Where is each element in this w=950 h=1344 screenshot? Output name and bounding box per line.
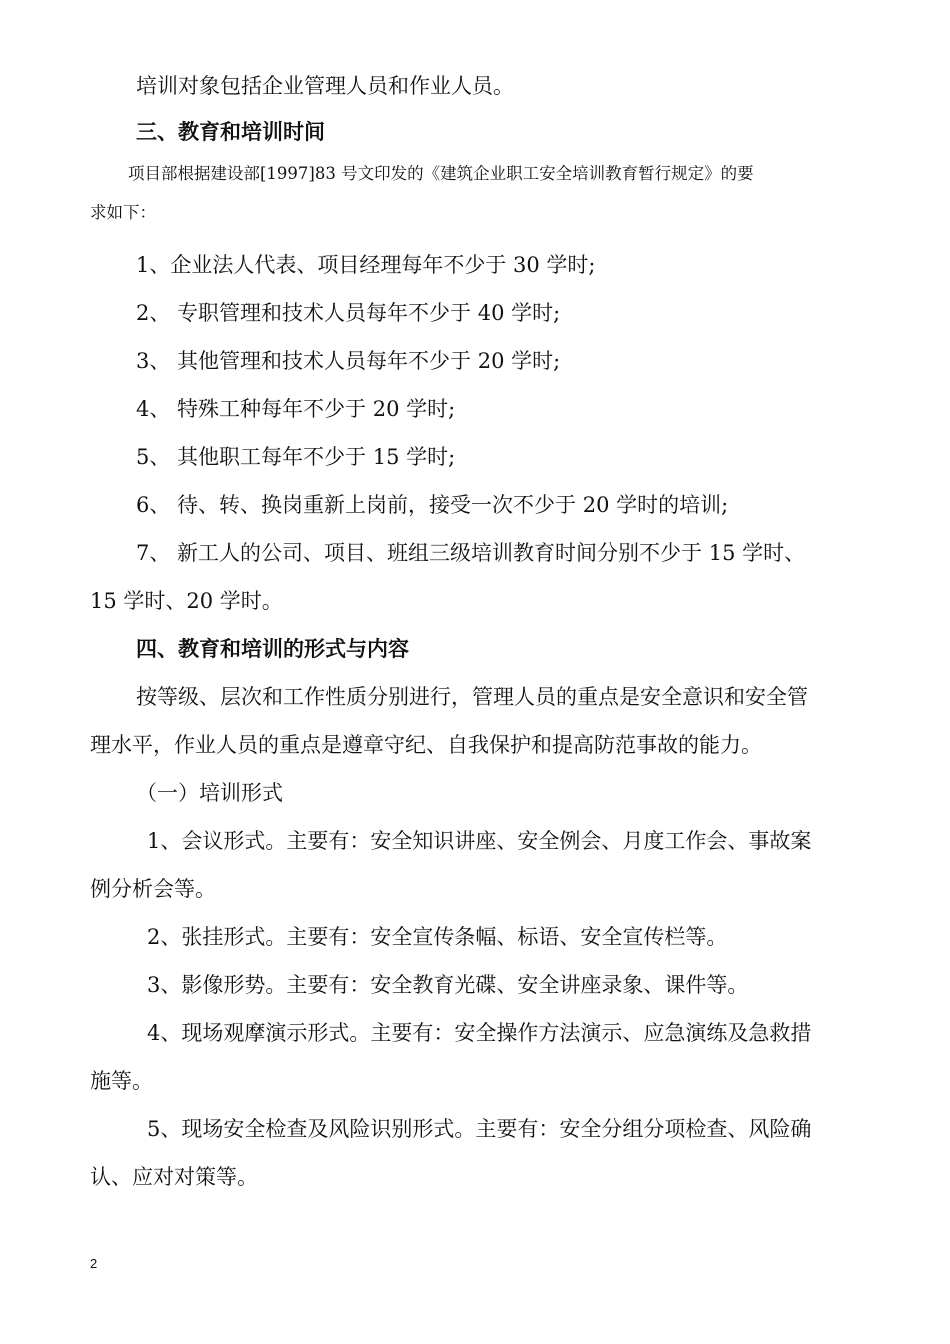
form-item-4-line-1: 4、现场观摩演示形式。主要有：安全操作方法演示、应急演练及急救措 (147, 1021, 812, 1045)
paragraph-content-line-1: 按等级、层次和工作性质分别进行，管理人员的重点是安全意识和安全管 (136, 685, 808, 709)
list-item-3: 3、 其他管理和技术人员每年不少于 20 学时; (136, 349, 561, 373)
list-item-7-line-1: 7、 新工人的公司、项目、班组三级培训教育时间分别不少于 15 学时、 (136, 541, 806, 565)
form-item-2: 2、张挂形式。主要有：安全宣传条幅、标语、安全宣传栏等。 (147, 925, 728, 949)
form-item-1-line-2: 例分析会等。 (90, 877, 216, 901)
list-item-1: 1、企业法人代表、项目经理每年不少于 30 学时; (136, 253, 596, 277)
page-number: 2 (90, 1256, 98, 1271)
paragraph-content-line-2: 理水平，作业人员的重点是遵章守纪、自我保护和提高防范事故的能力。 (90, 733, 762, 757)
heading-section-4: 四、教育和培训的形式与内容 (136, 636, 409, 661)
list-item-6: 6、 待、转、换岗重新上岗前，接受一次不少于 20 学时的培训; (136, 493, 729, 517)
form-item-5-line-2: 认、应对对策等。 (90, 1165, 258, 1189)
subheading-training-forms: （一）培训形式 (136, 781, 283, 805)
list-item-4: 4、 特殊工种每年不少于 20 学时; (136, 397, 456, 421)
heading-section-3: 三、教育和培训时间 (136, 119, 325, 144)
list-item-5: 5、 其他职工每年不少于 15 学时; (136, 445, 456, 469)
form-item-4-line-2: 施等。 (90, 1069, 153, 1093)
paragraph-training-targets: 培训对象包括企业管理人员和作业人员。 (136, 74, 514, 98)
form-item-3: 3、影像形势。主要有：安全教育光碟、安全讲座录象、课件等。 (147, 973, 749, 997)
paragraph-regulation-line-2: 求如下： (90, 203, 156, 222)
list-item-7-line-2: 15 学时、20 学时。 (90, 589, 283, 613)
list-item-2: 2、 专职管理和技术人员每年不少于 40 学时; (136, 301, 561, 325)
paragraph-regulation-line-1: 项目部根据建设部[1997]83 号文印发的《建筑企业职工安全培训教育暂行规定》的要 (128, 164, 754, 183)
form-item-1-line-1: 1、会议形式。主要有：安全知识讲座、安全例会、月度工作会、事故案 (147, 829, 812, 853)
form-item-5-line-1: 5、现场安全检查及风险识别形式。主要有：安全分组分项检查、风险确 (147, 1117, 812, 1141)
